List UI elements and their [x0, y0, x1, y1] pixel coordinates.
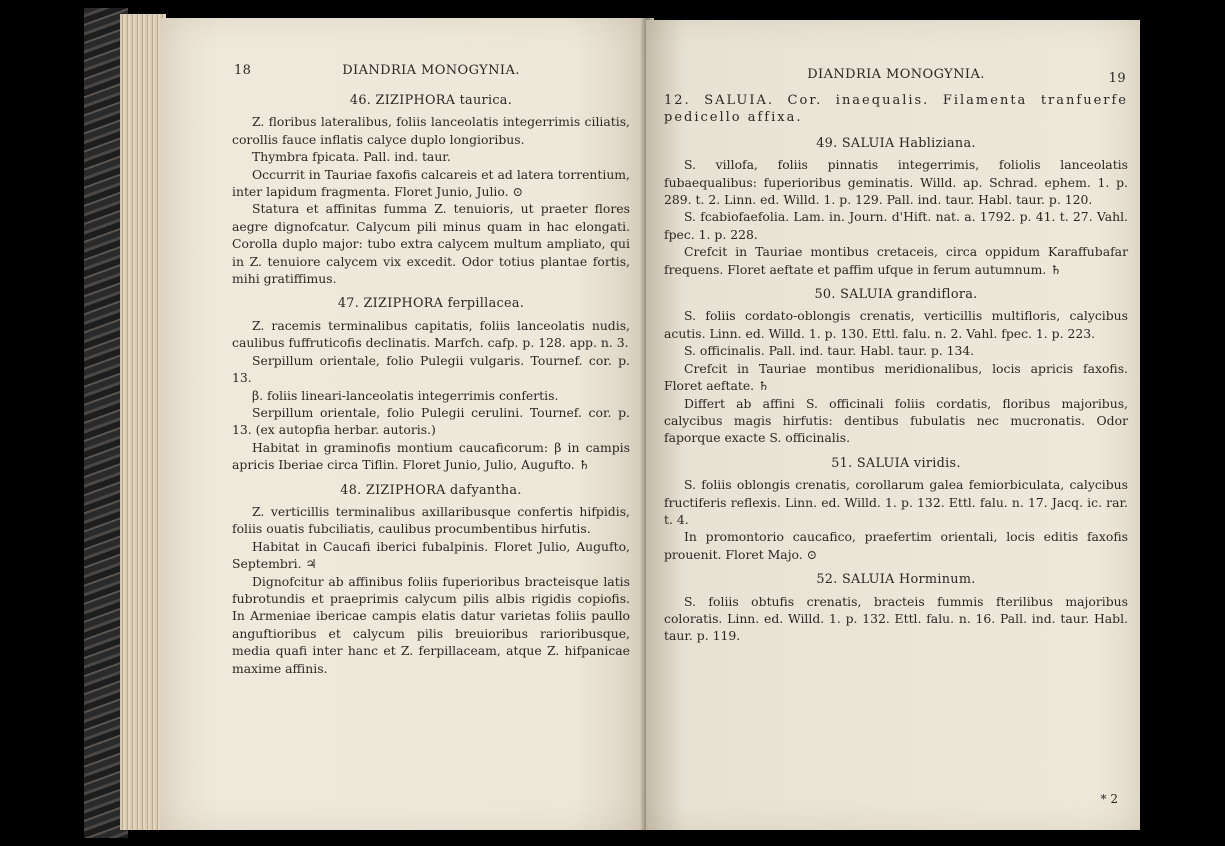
species-diagnosis: Z. verticillis terminalibus axillaribusque confertis hifpidis, foliis ouatis fubciliatis, caulibus procumbentibus hirfutis.: [232, 503, 630, 537]
synonym: S. officinalis. Pall. ind. taur. Habl. taur. p. 134.: [684, 343, 975, 359]
signature-mark: * 2: [1100, 792, 1118, 806]
synonym: Serpillum orientale, folio Pulegii vulgaris. Tournef. cor. p. 13.: [232, 352, 630, 386]
species-diagnosis: S. foliis cordato-oblongis crenatis, verticillis multifloris, calycibus acutis. Linn. ed. Willd. 1. p. 130. Ettl. falu. n. 2. Vahl. fpec. 1. p. 223.: [664, 308, 1128, 341]
habitat-note: Habitat in graminofis montium caucaficorum: β in campis apricis Iberiae circa Tiflin. Floret Junio, Julio, Augufto. ♄: [232, 439, 630, 473]
species-diagnosis: Z. floribus lateralibus, foliis lanceolatis integerrimis ciliatis, corollis fauce inflatis calyce duplo longioribus.: [232, 114, 630, 147]
species-diagnosis: S. foliis obtufis crenatis, bracteis fummis fterilibus majoribus coloratis. Linn. ed. Willd. 1. p. 132. Ettl. falu. n. 16. Pall. ind. taur. Habl. taur. p. 119.: [664, 593, 1128, 644]
observation-note: Dignofcitur ab affinibus foliis fuperioribus bracteisque latis fubrotundis et praeprimis calycum pilis albis rigidis copiofis. In Armeniae ibericae campis elatis datur varietas foliis paullo anguftioribus et calycum pilis breuioribus rarioribusque, media quafi inter hanc et Z. ferpillaceam, atque Z. hifpanicae maxime affinis.: [232, 573, 630, 676]
species-heading: 50. SALUIA grandiflora.: [814, 287, 978, 303]
synonym: S. fcabiofaefolia. Lam. in. Journ. d'Hift. nat. a. 1792. p. 41. t. 27. Vahl. fpec. 1. p. 228.: [664, 209, 1128, 242]
habitat-note: In promontorio caucafico, praefertim orientali, locis editis faxofis prouenit. Floret Majo. ⊙: [664, 529, 1128, 562]
observation-note: Statura et affinitas fumma Z. tenuioris, ut praeter flores aegre dignofcatur. Calycum pili minus quam in hac elongati. Corolla duplo major: tubo extra calycem multum ampliato, qui in Z. tenuiore calycem vix excedit. Odor totius plantae fortis, mihi gratiffimus.: [232, 201, 630, 287]
genus-heading: 12. SALUIA. Cor. inaequalis. Filamenta tranfuerfe pedicello affixa.: [664, 93, 1128, 126]
left-page: [160, 18, 646, 830]
observation-note: Differt ab affini S. officinali foliis cordatis, floribus majoribus, calycibus magis hirfutis: dentibus fubulatis nec mucronatis. Odor faporque exacte S. officinalis.: [664, 395, 1128, 446]
right-running-head: [664, 66, 1128, 88]
species-heading: 49. SALUIA Habliziana.: [816, 135, 976, 151]
habitat-note: Crefcit in Tauriae montibus meridionalibus, locis apricis faxofis. Floret aeftate. ♄: [664, 360, 1128, 394]
species-heading: 47. ZIZIPHORA ferpillacea.: [337, 296, 525, 312]
habitat-note: Crefcit in Tauriae montibus cretaceis, circa oppidum Karaffubafar frequens. Floret aeftate et paffim ufque in ferum autumnum. ♄: [664, 244, 1128, 277]
left-running-head: [232, 62, 630, 84]
right-page-number: 19: [1108, 71, 1126, 86]
left-page-text: [232, 62, 630, 677]
species-diagnosis: Z. racemis terminalibus capitatis, foliis lanceolatis nudis, caulibus fuffruticofis declinatis. Marfch. cafp. p. 128. app. n. 3.: [232, 317, 630, 351]
species-heading: 52. SALUIA Horminum.: [816, 572, 976, 588]
habitat-note: Habitat in Caucafi iberici fubalpinis. Floret Julio, Augufto, Septembri. ♃: [232, 538, 630, 572]
species-heading: 46. ZIZIPHORA taurica.: [349, 93, 513, 108]
left-running-title: DIANDRIA MONOGYNIA.: [342, 63, 520, 78]
species-heading: 51. SALUIA viridis.: [831, 455, 961, 471]
species-heading: 48. ZIZIPHORA dafyantha.: [340, 482, 522, 498]
variety-note: β. foliis lineari-lanceolatis integerrimis confertis.: [252, 387, 559, 403]
species-diagnosis: S. villofa, foliis pinnatis integerrimis, foliolis lanceolatis fubaequalibus: fuperioribus geminatis. Willd. ap. Schrad. ephem. 1. p. 289. t. 2. Linn. ed. Willd. 1. p. 129. Pall. ind. taur. Habl. taur. p. 120.: [664, 157, 1128, 208]
species-diagnosis: S. foliis oblongis crenatis, corollarum galea femiorbiculata, calycibus fructiferis reflexis. Linn. ed. Willd. 1. p. 132. Ettl. falu. n. 17. Jacq. ic. rar. t. 4.: [664, 477, 1128, 527]
right-page-text: [664, 66, 1128, 645]
right-running-title: DIANDRIA MONOGYNIA.: [807, 67, 985, 82]
habitat-note: Occurrit in Tauriae faxofis calcareis et ad latera torrentium, inter lapidum fragmenta. Floret Junio, Julio. ⊙: [232, 166, 630, 200]
synonym: Thymbra fpicata. Pall. ind. taur.: [252, 149, 451, 165]
synonym: Serpillum orientale, folio Pulegii cerulini. Tournef. cor. p. 13. (ex autopfia herbar. autoris.): [232, 404, 630, 438]
left-page-number: 18: [234, 63, 252, 78]
right-page: [646, 20, 1140, 830]
